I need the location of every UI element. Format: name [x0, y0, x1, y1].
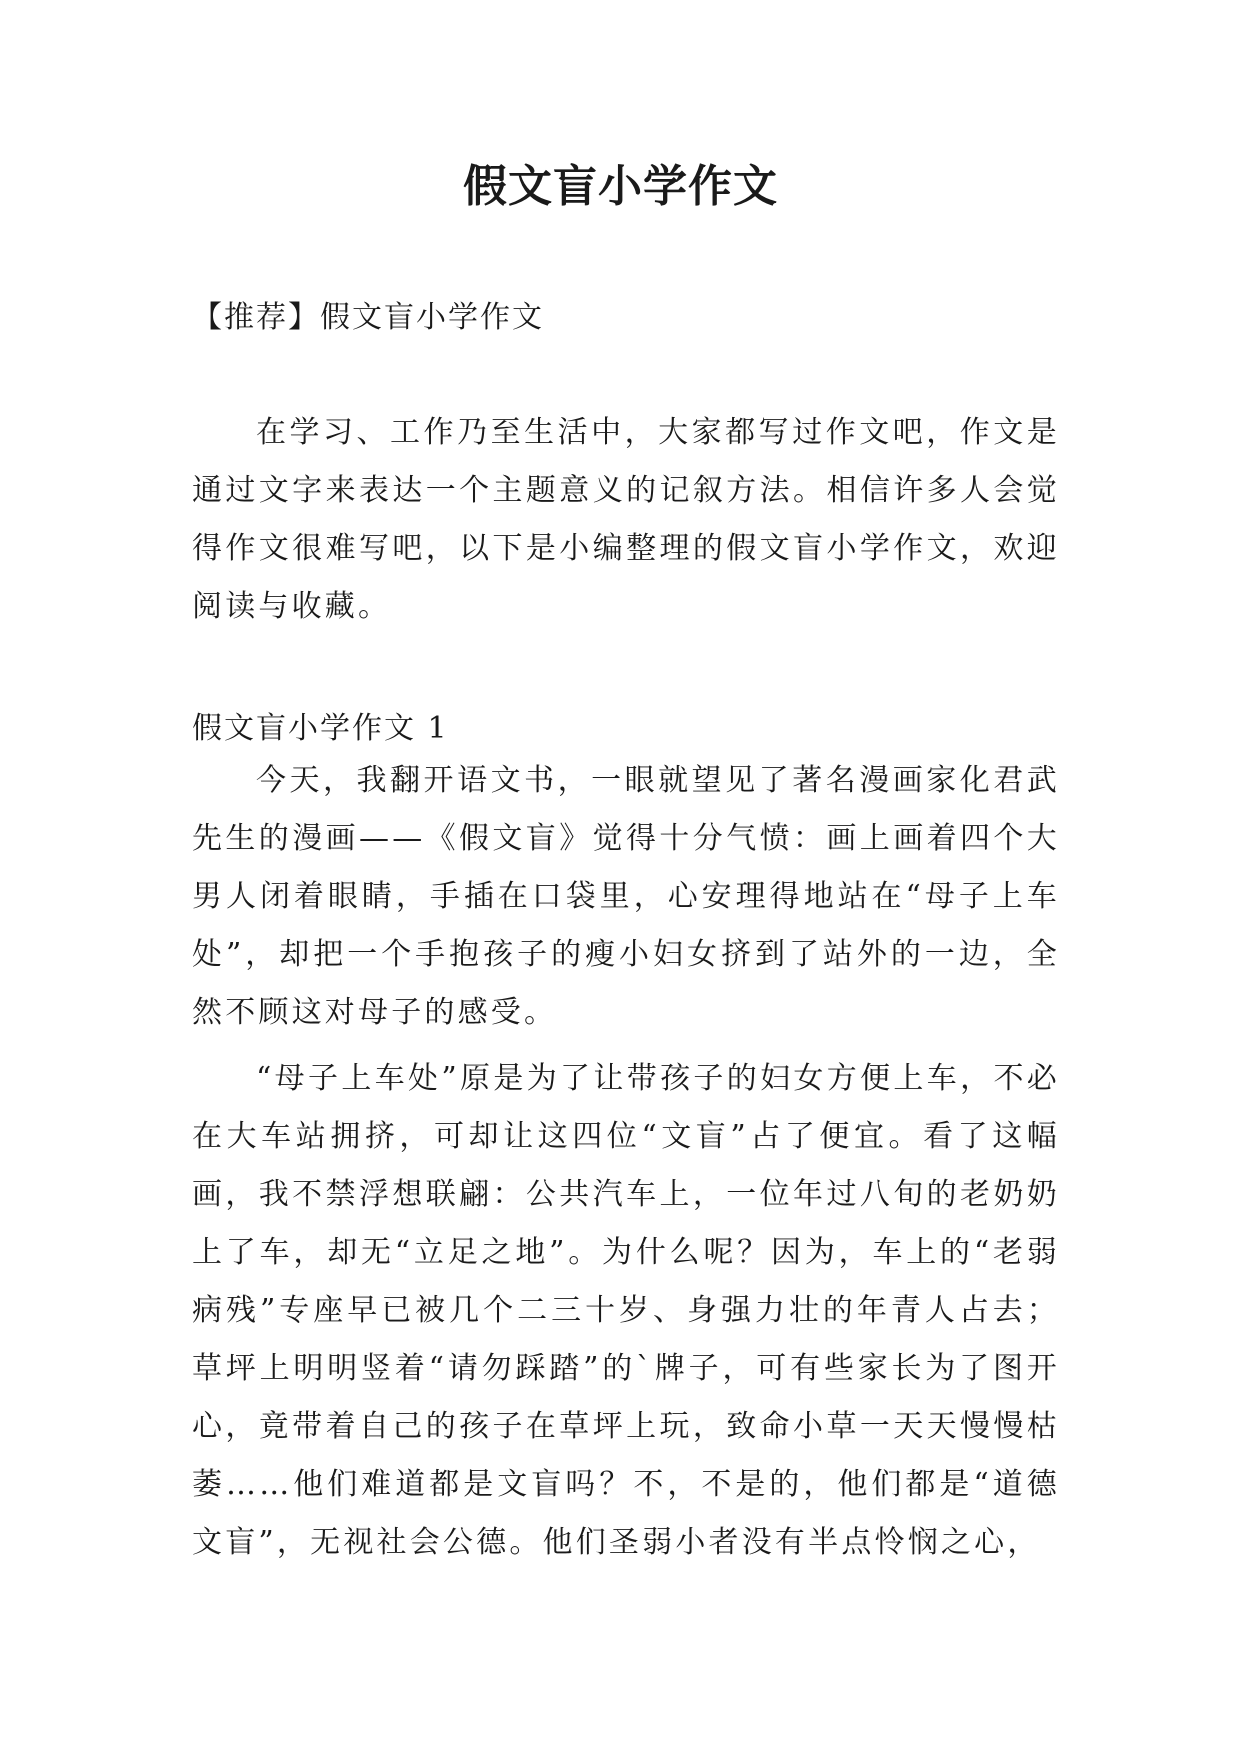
- section-heading: 假文盲小学作文 1: [192, 711, 449, 746]
- intro-paragraph: 在学习、工作乃至生活中，大家都写过作文吧，作文是通过文字来表达一个主题意义的记叙方法。相信许多人会觉得作文很难写吧，以下是小编整理的假文盲小学作文，欢迎阅读与收藏。: [192, 415, 1060, 624]
- document-title: 假文盲小学作文: [463, 161, 778, 212]
- body-paragraph-2: “母子上车处”原是为了让带孩子的妇女方便上车，不必在大车站拥挤，可却让这四位“文盲”占了便宜。看了这幅画，我不禁浮想联翩：公共汽车上，一位年过八旬的老奶奶上了车，却无“立足之地”。为什么呢？因为，车上的“老弱病残”专座早已被几个二三十岁、身强力壮的年青人占去；草坪上明明竖着“请勿踩踏”的`牌子，可有些家长为了图开心，竟带着自己的孩子在草坪上玩，致命小草一天天慢慢枯萎……他们难道都是文盲吗？不，不是的，他们都是“道德文盲”，无视社会公德。他们圣弱小者没有半点怜悯之心，: [192, 1061, 1060, 1560]
- body-paragraph-1: 今天，我翻开语文书，一眼就望见了著名漫画家化君武先生的漫画——《假文盲》觉得十分气愤：画上画着四个大男人闭着眼睛，手插在口袋里，心安理得地站在“母子上车处”，却把一个手抱孩子的瘦小妇女挤到了站外的一边，全然不顾这对母子的感受。: [192, 763, 1060, 1030]
- document-subtitle: 【推荐】假文盲小学作文: [192, 300, 544, 335]
